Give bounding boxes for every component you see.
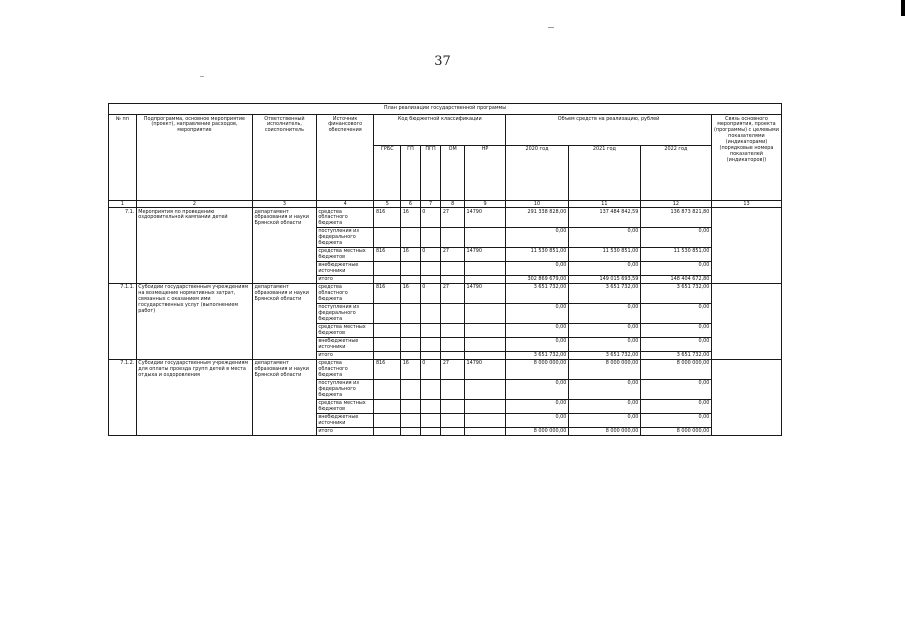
- code-grbs: [374, 227, 401, 247]
- header-responsible: Ответственный исполнитель, соисполнитель: [253, 115, 317, 201]
- code-gp: 16: [401, 359, 421, 379]
- total-2021: 8 000 000,00: [568, 427, 640, 435]
- funding-source: внебюджетные источники: [316, 413, 374, 427]
- amount-2022: 0,00: [640, 413, 711, 427]
- code-pgp: 0: [420, 208, 441, 228]
- column-number: 1: [109, 201, 137, 208]
- code-pgp: [420, 413, 441, 427]
- table-row: [109, 208, 782, 228]
- total-code-empty: [420, 275, 441, 283]
- amount-2020: 0,00: [506, 323, 569, 337]
- code-pgp: [420, 323, 441, 337]
- code-pgp: 0: [420, 359, 441, 379]
- table-row: [109, 359, 782, 379]
- code-om: [441, 379, 465, 399]
- code-grbs: [374, 337, 401, 351]
- funding-source: средства областного бюджета: [316, 359, 374, 379]
- amount-2020: 291 338 828,00: [506, 208, 569, 228]
- column-number: 7: [420, 201, 441, 208]
- total-code-empty: [401, 427, 421, 435]
- code-om: [441, 337, 465, 351]
- code-pgp: 0: [420, 283, 441, 303]
- code-om: [441, 323, 465, 337]
- header-gp: ГП: [401, 145, 421, 200]
- total-label: итого: [316, 351, 374, 359]
- code-gp: [401, 261, 421, 275]
- amount-2020: 0,00: [506, 399, 569, 413]
- amount-2022: 0,00: [640, 261, 711, 275]
- code-nr: [464, 337, 505, 351]
- total-code-empty: [401, 351, 421, 359]
- amount-2021: 0,00: [568, 413, 640, 427]
- total-code-empty: [401, 275, 421, 283]
- code-grbs: 816: [374, 283, 401, 303]
- row-responsible: департамент образования и науки Брянской области: [253, 208, 317, 284]
- amount-2020: 8 000 000,00: [506, 359, 569, 379]
- funding-source: поступления из федерального бюджета: [316, 227, 374, 247]
- header-row-1: [109, 115, 782, 146]
- code-grbs: [374, 399, 401, 413]
- column-number: 8: [441, 201, 465, 208]
- column-number: 12: [640, 201, 711, 208]
- total-code-empty: [374, 275, 401, 283]
- header-2021: 2021 год: [568, 145, 640, 200]
- row-number: 7.1.1.: [109, 283, 137, 359]
- amount-2020: 0,00: [506, 261, 569, 275]
- code-nr: 14790: [464, 208, 505, 228]
- total-label: итого: [316, 275, 374, 283]
- code-grbs: [374, 261, 401, 275]
- total-code-empty: [441, 275, 465, 283]
- code-nr: [464, 227, 505, 247]
- row-responsible: департамент образования и науки Брянской области: [253, 359, 317, 435]
- indicator-link: [711, 283, 781, 359]
- amount-2020: 3 651 732,00: [506, 283, 569, 303]
- column-number: 2: [136, 201, 252, 208]
- code-grbs: [374, 379, 401, 399]
- amount-2020: 0,00: [506, 413, 569, 427]
- amount-2022: 0,00: [640, 399, 711, 413]
- header-source: Источник финансового обеспечения: [316, 115, 374, 201]
- amount-2021: 0,00: [568, 323, 640, 337]
- amount-2022: 11 530 851,00: [640, 247, 711, 261]
- row-name: Субсидии государственным учреждениям на возмещение нормативных затрат, связанных с оказанием ими государственных услуг (выполнением работ): [136, 283, 252, 359]
- amount-2021: 3 651 732,00: [568, 283, 640, 303]
- code-pgp: [420, 303, 441, 323]
- column-number: 11: [568, 201, 640, 208]
- code-gp: 16: [401, 283, 421, 303]
- code-grbs: [374, 323, 401, 337]
- amount-2021: 0,00: [568, 399, 640, 413]
- code-om: [441, 413, 465, 427]
- code-nr: [464, 399, 505, 413]
- column-number-row: [109, 201, 782, 208]
- amount-2021: 0,00: [568, 261, 640, 275]
- code-gp: [401, 323, 421, 337]
- table-title-row: [109, 104, 782, 115]
- row-name: Субсидии государственным учреждениям для оплаты проезда групп детей в места отдыха и оздоровления: [136, 359, 252, 435]
- code-nr: [464, 379, 505, 399]
- code-om: 27: [441, 208, 465, 228]
- amount-2021: 0,00: [568, 227, 640, 247]
- row-number: 7.1.: [109, 208, 137, 284]
- scan-speck: [200, 76, 204, 77]
- column-number: 13: [711, 201, 781, 208]
- total-2022: 148 404 672,80: [640, 275, 711, 283]
- column-number: 3: [253, 201, 317, 208]
- code-nr: 14790: [464, 247, 505, 261]
- total-2020: 8 000 000,00: [506, 427, 569, 435]
- plan-table-body: [109, 104, 782, 436]
- total-2020: 302 869 679,00: [506, 275, 569, 283]
- funding-source: поступления из федерального бюджета: [316, 379, 374, 399]
- amount-2021: 11 530 851,00: [568, 247, 640, 261]
- header-volume: Объем средств на реализацию, рублей: [506, 115, 712, 146]
- amount-2022: 0,00: [640, 337, 711, 351]
- total-code-empty: [464, 351, 505, 359]
- column-number: 4: [316, 201, 374, 208]
- total-2021: 149 015 693,59: [568, 275, 640, 283]
- header-budget-code: Код бюджетной классификации: [374, 115, 506, 146]
- amount-2020: 0,00: [506, 337, 569, 351]
- header-name: Подпрограмма, основное мероприятие (проект), направление расходов, мероприятие: [136, 115, 252, 201]
- code-grbs: 816: [374, 359, 401, 379]
- amount-2022: 0,00: [640, 379, 711, 399]
- amount-2020: 11 530 851,00: [506, 247, 569, 261]
- amount-2021: 8 000 000,00: [568, 359, 640, 379]
- code-gp: 16: [401, 208, 421, 228]
- funding-source: средства местных бюджетов: [316, 247, 374, 261]
- amount-2020: 0,00: [506, 303, 569, 323]
- amount-2022: 0,00: [640, 303, 711, 323]
- code-grbs: [374, 303, 401, 323]
- code-pgp: 0: [420, 247, 441, 261]
- table-title: План реализации государственной программы: [109, 104, 782, 115]
- code-gp: [401, 413, 421, 427]
- funding-source: поступления из федерального бюджета: [316, 303, 374, 323]
- code-grbs: [374, 413, 401, 427]
- code-gp: [401, 399, 421, 413]
- code-om: [441, 261, 465, 275]
- code-nr: [464, 413, 505, 427]
- total-code-empty: [464, 275, 505, 283]
- code-pgp: [420, 379, 441, 399]
- code-om: [441, 303, 465, 323]
- row-name: Мероприятия по проведению оздоровительной кампании детей: [136, 208, 252, 284]
- code-grbs: 816: [374, 247, 401, 261]
- total-code-empty: [441, 351, 465, 359]
- row-number: 7.1.2.: [109, 359, 137, 435]
- header-num: № пп: [109, 115, 137, 201]
- amount-2022: 3 651 732,00: [640, 283, 711, 303]
- amount-2022: 0,00: [640, 323, 711, 337]
- header-2020: 2020 год: [506, 145, 569, 200]
- code-om: 27: [441, 359, 465, 379]
- total-code-empty: [420, 351, 441, 359]
- code-gp: 16: [401, 247, 421, 261]
- code-gp: [401, 303, 421, 323]
- header-pgp: ПГП: [420, 145, 441, 200]
- amount-2020: 0,00: [506, 227, 569, 247]
- code-nr: [464, 261, 505, 275]
- scan-speck: [548, 27, 554, 28]
- table-row: [109, 283, 782, 303]
- code-gp: [401, 379, 421, 399]
- code-pgp: [420, 261, 441, 275]
- total-code-empty: [374, 427, 401, 435]
- funding-source: средства областного бюджета: [316, 208, 374, 228]
- header-om: ОМ: [441, 145, 465, 200]
- amount-2021: 0,00: [568, 379, 640, 399]
- funding-source: внебюджетные источники: [316, 337, 374, 351]
- code-om: 27: [441, 283, 465, 303]
- scan-edge-mark: [901, 0, 905, 16]
- column-number: 6: [401, 201, 421, 208]
- total-code-empty: [374, 351, 401, 359]
- header-nr: НР: [464, 145, 505, 200]
- code-nr: 14790: [464, 283, 505, 303]
- code-gp: [401, 227, 421, 247]
- code-pgp: [420, 337, 441, 351]
- funding-source: средства местных бюджетов: [316, 323, 374, 337]
- total-label: итого: [316, 427, 374, 435]
- column-number: 9: [464, 201, 505, 208]
- funding-source: средства областного бюджета: [316, 283, 374, 303]
- plan-table: [108, 103, 782, 436]
- header-grbs: ГРБС: [374, 145, 401, 200]
- amount-2021: 0,00: [568, 303, 640, 323]
- total-code-empty: [420, 427, 441, 435]
- header-2022: 2022 год: [640, 145, 711, 200]
- amount-2022: 0,00: [640, 227, 711, 247]
- total-code-empty: [464, 427, 505, 435]
- total-2021: 3 651 732,00: [568, 351, 640, 359]
- amount-2021: 0,00: [568, 337, 640, 351]
- code-pgp: [420, 399, 441, 413]
- total-code-empty: [441, 427, 465, 435]
- page-number: 37: [434, 54, 451, 69]
- code-om: 27: [441, 247, 465, 261]
- row-responsible: департамент образования и науки Брянской области: [253, 283, 317, 359]
- total-2022: 3 651 732,00: [640, 351, 711, 359]
- code-om: [441, 399, 465, 413]
- column-number: 10: [506, 201, 569, 208]
- code-pgp: [420, 227, 441, 247]
- code-nr: 14790: [464, 359, 505, 379]
- amount-2022: 8 000 000,00: [640, 359, 711, 379]
- header-link: Связь основного мероприятия, проекта (программы) с целевыми показателями (индикаторами) (порядковые номера показателей (индикаторов)): [711, 115, 781, 201]
- amount-2021: 137 484 842,59: [568, 208, 640, 228]
- code-grbs: 816: [374, 208, 401, 228]
- total-2020: 3 651 732,00: [506, 351, 569, 359]
- code-om: [441, 227, 465, 247]
- amount-2022: 136 873 821,80: [640, 208, 711, 228]
- indicator-link: [711, 208, 781, 284]
- funding-source: внебюджетные источники: [316, 261, 374, 275]
- code-nr: [464, 323, 505, 337]
- code-nr: [464, 303, 505, 323]
- amount-2020: 0,00: [506, 379, 569, 399]
- total-2022: 8 000 000,00: [640, 427, 711, 435]
- funding-source: средства местных бюджетов: [316, 399, 374, 413]
- indicator-link: [711, 359, 781, 435]
- column-number: 5: [374, 201, 401, 208]
- code-gp: [401, 337, 421, 351]
